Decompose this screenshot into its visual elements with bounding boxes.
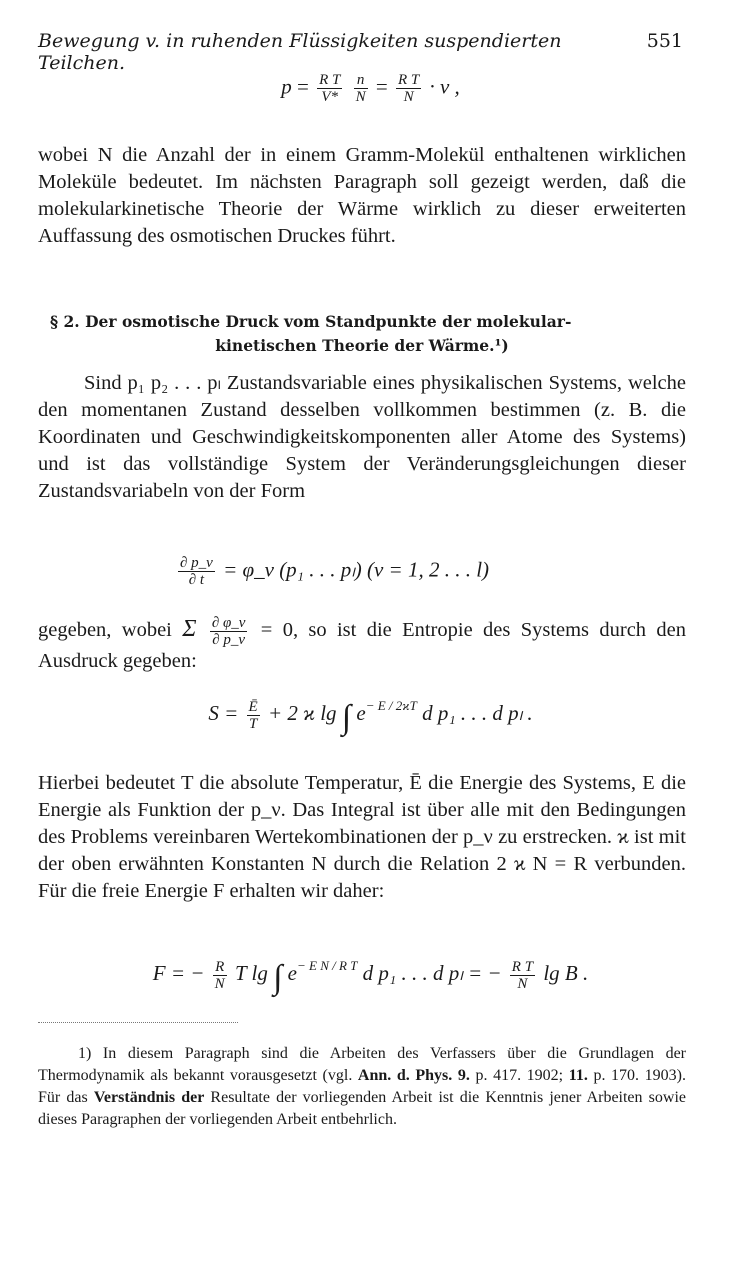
eq3-tail: d p₁ . . . d pₗ .	[422, 701, 533, 725]
eq2-rhs: = φ_ν (p₁ . . . pₗ) (ν = 1, 2 . . . l)	[223, 557, 490, 582]
footnote-ref-1: Ann. d. Phys. 9.	[357, 1067, 470, 1084]
para3-sum: Σ	[182, 616, 197, 643]
eq1-f2-num: n	[354, 72, 368, 89]
eq3-den: T	[248, 715, 258, 732]
footnote-text-2: p. 417. 1902;	[469, 1067, 569, 1084]
running-header	[38, 30, 683, 74]
eq2-fraction	[178, 555, 215, 588]
eq3-fraction	[247, 699, 260, 732]
eq2-den: ∂ t	[188, 572, 205, 588]
eq1-fraction-3	[396, 72, 421, 105]
eq1-fraction-1	[317, 72, 342, 105]
eq1-f2-den: N	[355, 89, 366, 105]
eq1-f1-den: V*	[321, 89, 339, 105]
eq3-mid: + 2 ϰ lg	[267, 701, 337, 725]
equation-state-change	[175, 555, 489, 588]
eq4-f1-den: N	[214, 975, 225, 992]
para3-text-a: gegeben, wobei	[38, 619, 172, 642]
paragraph-1: wobei N die Anzahl der in einem Gramm-Molekül enthaltenen wirklichen Moleküle bedeutet. Im nächsten Paragraph soll gezeigt werden, daß die molekularkinetische Theorie der Wärme wirklich zu dieser erweiterten Auffassung des osmotischen Druckes führt.	[38, 144, 686, 247]
para3-frac-num: ∂ φ_ν	[211, 615, 246, 631]
eq4-mid2: d p₁ . . . d pₗ = −	[362, 961, 502, 985]
eq4-exponent: − E N / R T	[296, 958, 358, 973]
paragraph-3	[38, 615, 686, 675]
eq4-fraction-1	[213, 959, 227, 992]
equation-osmotic-pressure: p = $\frac{\text{R T}}{V*}$ $\frac{n}{N}$ = $\frac{\text{R T}}{N}$ · ν ,	[281, 72, 460, 105]
eq4-tail: lg B .	[543, 961, 589, 985]
footnote-separator	[38, 1022, 238, 1023]
paragraph-2: Sind p₁ p₂ . . . pₗ Zustandsvariable eines physikalischen Systems, welche den momentanen Zustand desselben vollkommen bestimmen (z. B. die Koordinaten und Geschwindigkeitskomponenten aller Atome des Systems) und ist das vollständige System der Veränderungsgleichungen dieser Zustandsvariabeln von der Form	[38, 372, 686, 502]
eq3-e: e	[356, 701, 366, 725]
eq4-f1-num: R	[213, 959, 227, 976]
eq4-fraction-2	[510, 959, 535, 992]
section-heading	[38, 310, 686, 358]
eq4-e: e	[287, 961, 297, 985]
eq3-num: Ē	[248, 698, 258, 715]
footnote-mark: 1)	[78, 1045, 92, 1062]
section-heading-line-1: § 2. Der osmotische Druck vom Standpunkte der molekular-	[50, 312, 572, 331]
eq1-f3-num: R T	[397, 72, 420, 88]
footnote-text-3: p. 170. 1903). Für das	[38, 1067, 686, 1106]
equation-free-energy	[0, 958, 741, 997]
para3-fraction	[210, 615, 248, 648]
footnote-text-1: In diesem Paragraph sind die Arbeiten des Verfassers über die Grundlagen der Thermodynamik als bekannt vorausgesetzt (vgl.	[38, 1045, 686, 1084]
footnote	[38, 1043, 686, 1131]
eq1-f3-den: N	[403, 89, 414, 105]
eq4-f2-den: N	[517, 975, 528, 992]
page-number: 551	[646, 30, 683, 52]
footnote-text-4: Resultate der vorliegenden Arbeit ist die Kenntnis jener Arbeiten sowie dieses Paragraphen der vorliegenden Arbeit entbehrlich.	[38, 1089, 686, 1128]
footnote-emph: Verständnis der	[93, 1089, 205, 1106]
eq4-integral-sign: ∫	[273, 959, 283, 996]
eq3-integral-sign: ∫	[341, 699, 352, 736]
eq1-f1-num: R T	[319, 72, 341, 88]
eq1-lhs: p	[281, 74, 292, 99]
para3-frac-den: ∂ p_ν	[212, 632, 246, 648]
running-title: Bewegung v. in ruhenden Flüssigkeiten suspendierten Teilchen.	[38, 30, 562, 74]
footnote-ref-2: 11.	[568, 1067, 588, 1084]
eq4-f2-num: R T	[511, 958, 534, 975]
footnote-body	[38, 1043, 686, 1131]
eq1-fraction-2	[354, 72, 368, 105]
eq3-lhs: S =	[208, 701, 239, 725]
equation-entropy	[0, 698, 741, 737]
section-heading-line-2: kinetischen Theorie der Wärme.¹)	[215, 336, 509, 355]
eq4-lhs: F = −	[152, 961, 205, 985]
para3-text-b: = 0, so ist die Entropie des Systems durch den Ausdruck gegeben:	[38, 619, 686, 672]
eq2-num: ∂ p_ν	[180, 555, 213, 571]
eq4-mid: T lg	[234, 961, 268, 985]
eq3-exponent: − E / 2ϰT	[365, 698, 417, 713]
eq1-tail: · ν ,	[429, 74, 460, 99]
paragraph-4: Hierbei bedeutet T die absolute Temperatur, Ē die Energie des Systems, E die Energie als Funktion der p_ν. Das Integral ist über alle mit den Bedingungen des Problems vereinbaren Wertekombinationen der p_ν zu erstrecken. ϰ ist mit der oben erwähnten Konstanten N durch die Relation 2 ϰ N = R verbunden. Für die freie Energie F erhalten wir daher:	[38, 772, 686, 902]
